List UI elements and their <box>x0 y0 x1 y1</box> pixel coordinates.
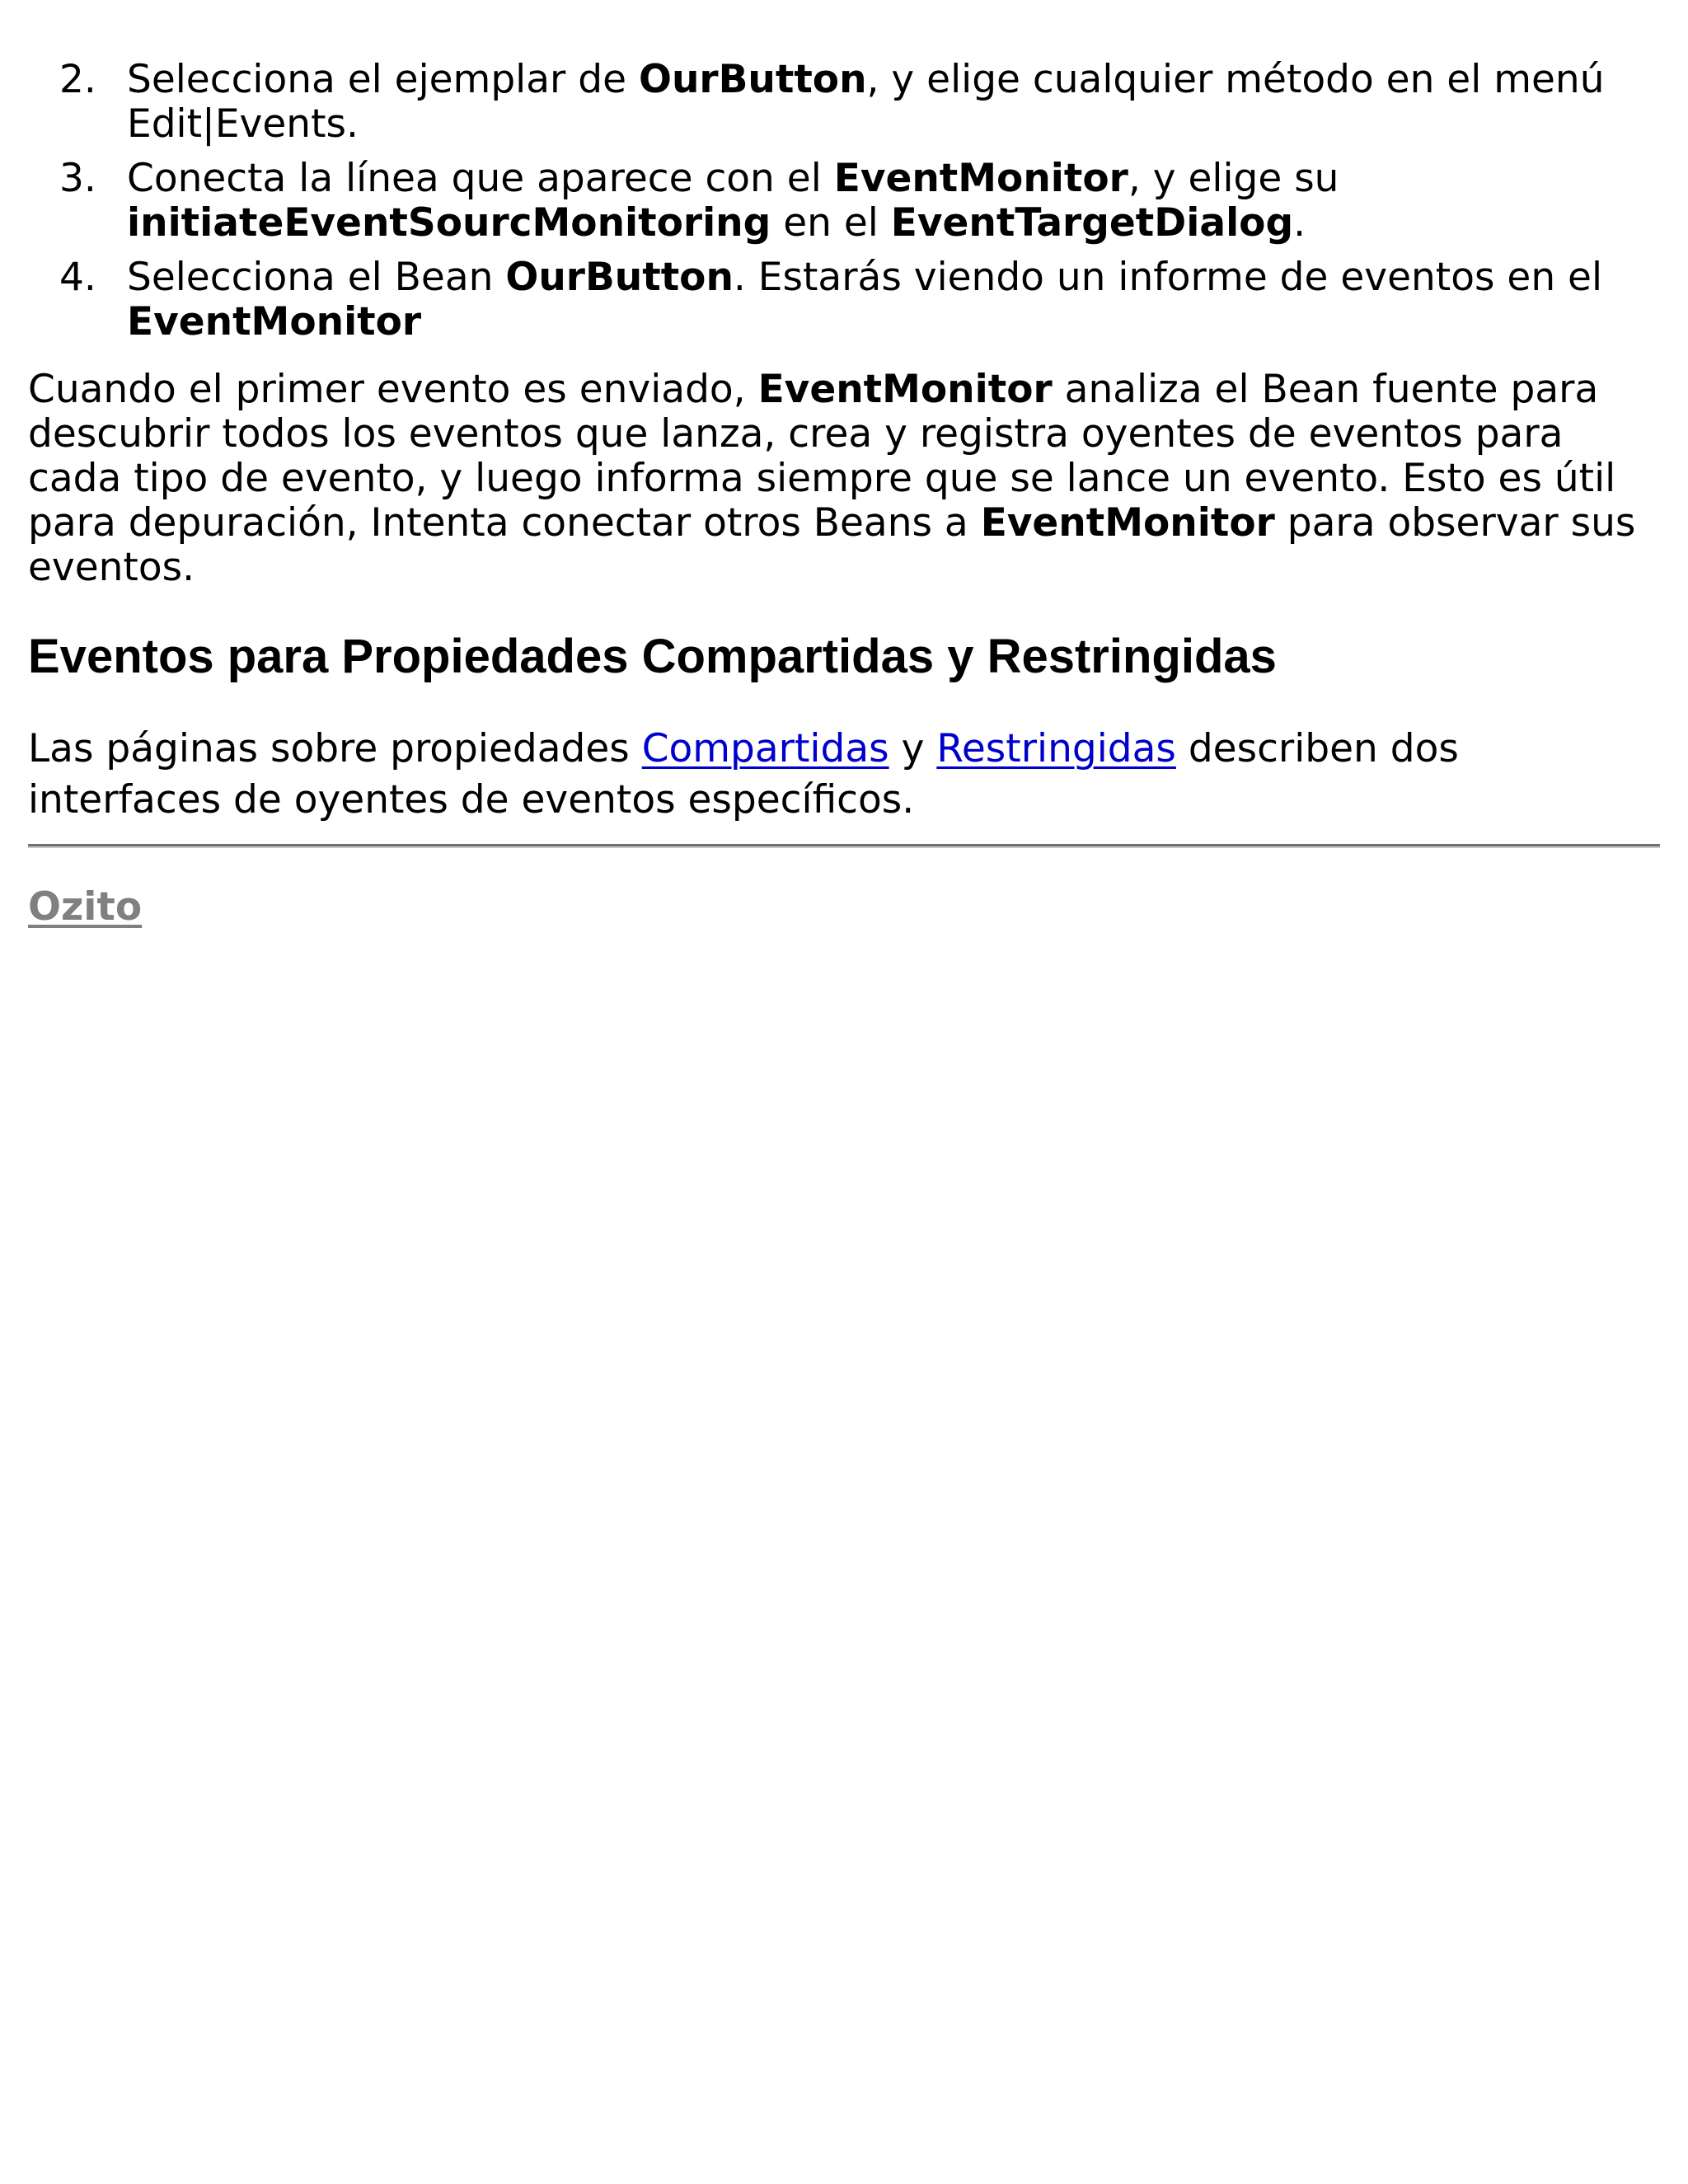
list-item <box>28 157 1660 246</box>
bold-term: OurButton <box>505 255 734 300</box>
document-page <box>28 58 1660 930</box>
paragraph-text: para observar sus eventos. <box>28 500 1636 590</box>
section-heading: Eventos para Propiedades Compartidas y Restringidas <box>28 630 1277 683</box>
list-item-text: , y elige su <box>1128 156 1339 201</box>
bold-term: EventMonitor <box>980 500 1275 546</box>
paragraph-text: analiza el Bean fuente para descubrir todos los eventos que lanza, crea y registra oyentes de eventos para cada tipo de evento, y luego informa siempre que se lance un evento. Esto es útil para depuración, Intenta conectar otros Beans a <box>28 367 1616 546</box>
list-item-number: 4. <box>59 255 96 300</box>
paragraph-text: describen dos interfaces de oyentes de eventos específicos. <box>28 726 1459 823</box>
bold-term: EventMonitor <box>757 367 1053 412</box>
paragraph-text: Las páginas sobre propiedades <box>28 726 642 771</box>
horizontal-divider <box>28 844 1660 848</box>
steps-list <box>28 58 1660 344</box>
bold-term: EventMonitor <box>833 156 1128 201</box>
list-item-text: Selecciona el ejemplar de <box>127 57 639 102</box>
bold-term: EventTargetDialog <box>890 200 1294 246</box>
bold-term: initiateEventSourcMonitoring <box>127 200 771 246</box>
list-item-number: 3. <box>59 156 96 201</box>
list-item-text: Selecciona el Bean <box>127 255 506 300</box>
list-item-number: 2. <box>59 57 96 102</box>
section-paragraph <box>28 724 1660 826</box>
list-item-text: , y elige cualquier método en el menú Edit|Events. <box>127 57 1605 147</box>
list-item <box>28 255 1660 344</box>
bold-term: OurButton <box>638 57 867 102</box>
paragraph-text: y <box>889 726 937 771</box>
restringidas-link[interactable]: Restringidas <box>936 726 1176 771</box>
compartidas-link[interactable]: Compartidas <box>641 726 889 771</box>
list-item-text: Conecta la línea que aparece con el <box>127 156 834 201</box>
list-item <box>28 58 1660 147</box>
bold-term: EventMonitor <box>127 299 422 344</box>
list-item-text: . <box>1293 200 1306 246</box>
list-item-text: en el <box>771 200 891 246</box>
paragraph-text: Cuando el primer evento es enviado, <box>28 367 758 412</box>
description-paragraph <box>28 368 1660 590</box>
ozito-link[interactable]: Ozito <box>28 884 143 930</box>
list-item-text: . Estarás viendo un informe de eventos en el <box>733 255 1603 300</box>
